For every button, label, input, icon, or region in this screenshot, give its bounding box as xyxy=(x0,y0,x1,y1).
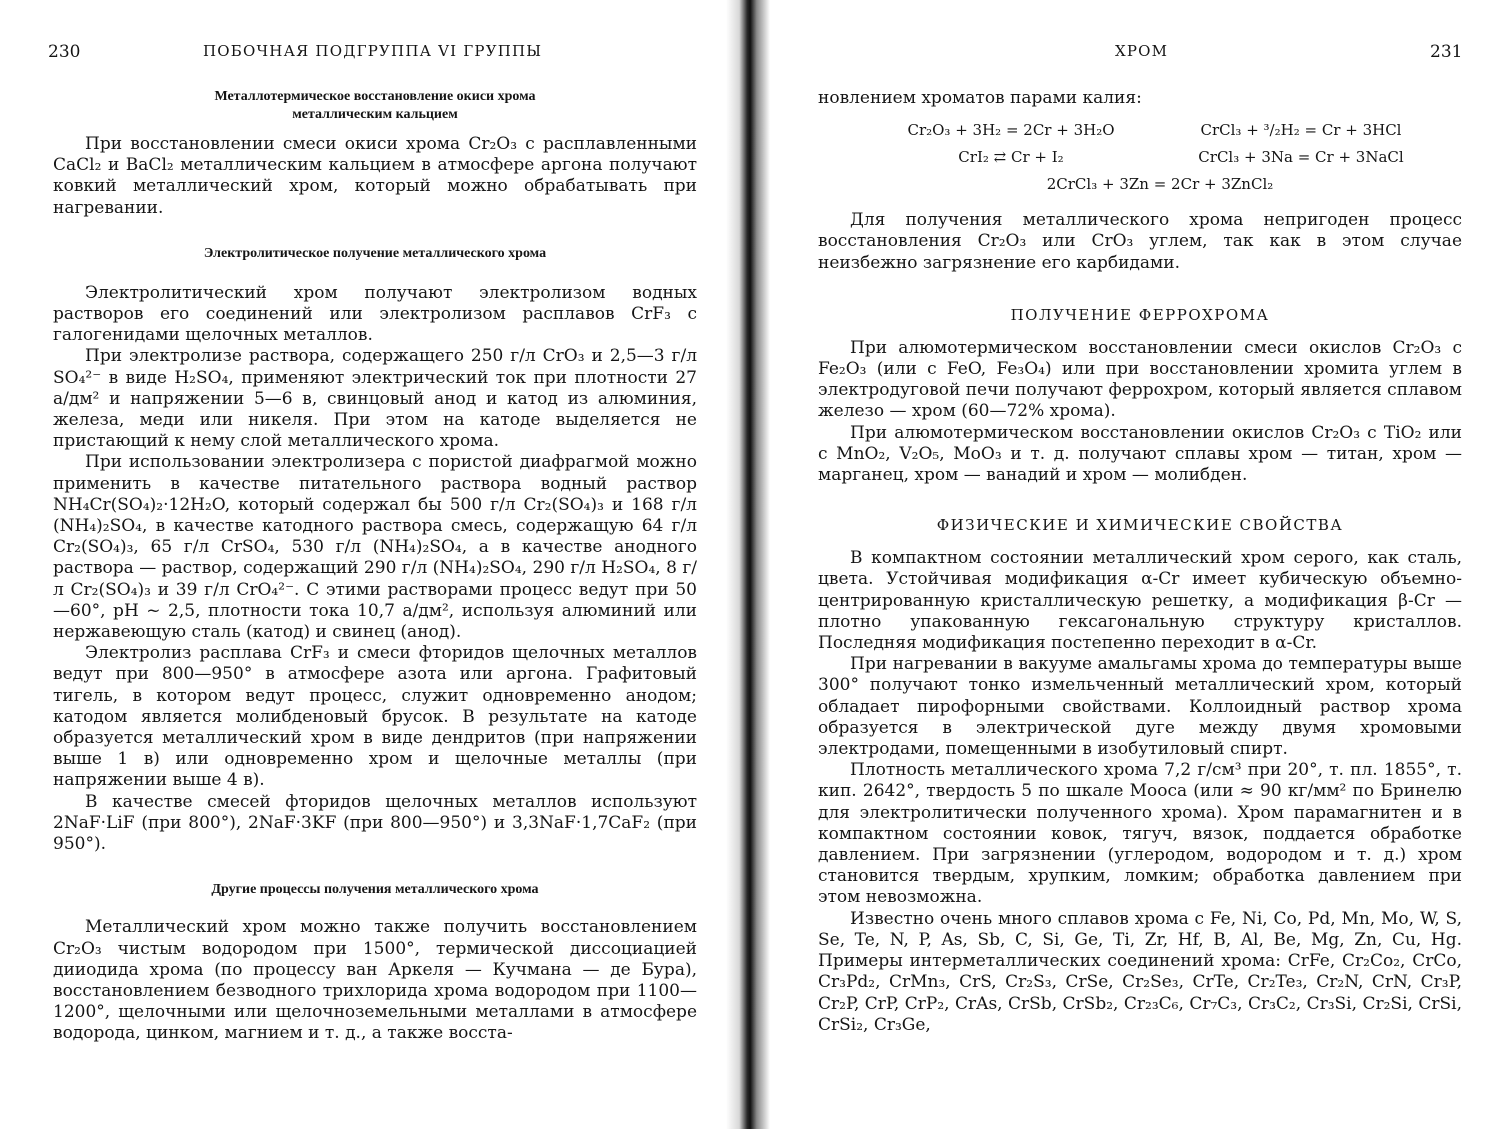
section-heading: Металлотермическое восстановление окиси хрома xyxy=(214,89,536,104)
section-heading: ФИЗИЧЕСКИЕ И ХИМИЧЕСКИЕ СВОЙСТВА xyxy=(936,516,1344,535)
paragraph: При нагревании в вакууме амальгамы хрома до температуры выше 300° получают тонко измельченный металлический хром, который обладает пирофорными свойствами. Коллоидный раствор хрома образуется в электрической дуге между двумя хромовыми электродами, помещенными в изобутиловый спирт. xyxy=(818,654,1462,760)
paragraph: Для получения металлического хрома непригоден процесс восстановления Cr₂O₃ или CrO₃ углем, так как в этом случае неизбежно загрязнение его карбидами. xyxy=(818,210,1462,273)
section-heading-continued: металлическим кальцием xyxy=(292,107,458,122)
equation: CrI₂ ⇄ Cr + I₂ xyxy=(958,148,1064,167)
equation-block xyxy=(866,117,1462,171)
paragraph: Электролиз расплава CrF₃ и смеси фторидов щелочных металлов ведут при 800—950° в атмосфере азота или аргона. Графитовый тигель, в котором ведут процесс, служит одновременно анодом; катодом является молибденовый брусок. В результате на катоде образуется металлический хром в виде дендритов (при напряжении выше 1 в) или одновременно хром и щелочные металлы (при напряжении выше 4 в). xyxy=(53,643,697,791)
left-page xyxy=(0,0,735,1129)
right-text-column xyxy=(818,88,1462,1036)
section-heading: Электролитическое получение металлического хрома xyxy=(203,245,547,261)
paragraph: В качестве смесей фторидов щелочных металлов используют 2NaF·LiF (при 800°), 2NaF·3KF (при 800—950°) и 3,3NaF·1,7CaF₂ (при 950°). xyxy=(53,791,697,855)
equation: CrCl₃ + 3Na = Cr + 3NaCl xyxy=(1198,148,1404,167)
paragraph: В компактном состоянии металлический хром серого, как сталь, цвета. Устойчивая модификация α-Cr имеет кубическую объемно-центрированную кристаллическую решетку, а модификация β-Cr — плотно упакованную гексагональную структуру кристаллов. Последняя модификация постепенно переходит в α-Cr. xyxy=(818,548,1462,654)
running-head: ХРОМ xyxy=(1115,42,1169,60)
equation: 2CrCl₃ + 3Zn = 2Cr + 3ZnCl₂ xyxy=(1046,175,1274,194)
left-text-column xyxy=(53,88,697,1045)
page-number: 230 xyxy=(48,42,81,62)
section-heading: Другие процессы получения металлического хрома xyxy=(211,882,539,898)
paragraph: При алюмотермическом восстановлении смеси окислов Cr₂O₃ с Fe₂O₃ (или с FeO, Fe₃O₄) или при восстановлении хромита углем в электродуговой печи получают феррохром, который является сплавом железо — хром (60—72% хрома). xyxy=(818,337,1462,422)
page-number: 231 xyxy=(1430,42,1463,62)
paragraph: Металлический хром можно также получить восстановлением Cr₂O₃ чистым водородом при 1500°, термической диссоциацией дииодида хрома (по процессу ван Аркеля — Кучмана — де Бура), восстановлением безводного трихлорида хрома водородом при 1100—1200°, щелочными или щелочноземельными металлами в атмосфере водорода, цинком, магнием и т. д., а также восста- xyxy=(53,917,697,1044)
paragraph: Электролитический хром получают электролизом водных растворов его соединений или электролизом расплавов CrF₃ с галогенидами щелочных металлов. xyxy=(53,282,697,346)
paragraph: При электролизе раствора, содержащего 250 г/л CrO₃ и 2,5—3 г/л SO₄²⁻ в виде H₂SO₄, применяют электрический ток при плотности 27 а/дм² и напряжении 5—6 в, свинцовый анод и катод из алюминия, железа, меди или никеля. При этом на катоде выделяется не пристающий к нему слой металлического хрома. xyxy=(53,346,697,452)
paragraph: Известно очень много сплавов хрома с Fe, Ni, Co, Pd, Mn, Mo, W, S, Se, Te, N, P, As, Sb, C, Si, Ge, Ti, Zr, Hf, B, Al, Be, Mg, Zn, Cu, Hg. Примеры интерметаллических соединений хрома: CrFe, Cr₂Co₂, CrCo, Cr₃Pd₂, CrMn₃, CrS, Cr₂S₃, CrSe, Cr₂Se₃, CrTe, Cr₂Te₃, Cr₂N, CrN, Cr₃P, Cr₂P, CrP, CrP₂, CrAs, CrSb, CrSb₂, Cr₂₃C₆, Cr₇C₃, Cr₃C₂, Cr₃Si, Cr₂Si, CrSi, CrSi₂, Cr₃Ge, xyxy=(818,908,1462,1035)
paragraph: При использовании электролизера с пористой диафрагмой можно применить в качестве питательного раствора водный раствор NH₄Cr(SO₄)₂·12H₂O, который содержал бы 500 г/л Cr₂(SO₄)₃ и 168 г/л (NH₄)₂SO₄, в качестве катодного раствора смесь, содержащую 64 г/л Cr₂(SO₄)₃, 65 г/л CrSO₄, 530 г/л (NH₄)₂SO₄, а в качестве анодного раствора — раствор, содержащий 290 г/л (NH₄)₂SO₄, 290 г/л H₂SO₄, 8 г/л Cr₂(SO₄)₃ и 39 г/л CrO₄²⁻. С этими растворами процесс ведут при 50—60°, pH ~ 2,5, плотности тока 10,7 а/дм², используя алюминий или нержавеющую сталь (катод) и свинец (анод). xyxy=(53,452,697,643)
paragraph: новлением хроматов парами калия: xyxy=(818,88,1142,108)
right-page xyxy=(770,0,1506,1129)
paragraph: Плотность металлического хрома 7,2 г/см³ при 20°, т. пл. 1855°, т. кип. 2642°, твердость 5 по шкале Мооса (или ≈ 90 кг/мм² по Бринелю для электролитически полученного хрома). Хром парамагнитен и в компактном состоянии ковок, тягуч, вязок, поддается обработке давлением. При загрязнении (углеродом, водородом и т. д.) хром становится твердым, хрупким, ломким; обработка давлением при этом невозможна. xyxy=(818,760,1462,908)
equation: CrCl₃ + ³/₂H₂ = Cr + 3HCl xyxy=(1200,121,1402,140)
paragraph: При алюмотермическом восстановлении окислов Cr₂O₃ с TiO₂ или с MnO₂, V₂O₅, MoO₃ и т. д. получают сплавы хром — титан, хром — марганец, хром — ванадий и хром — молибден. xyxy=(818,422,1462,486)
section-heading: ПОЛУЧЕНИЕ ФЕРРОХРОМА xyxy=(1010,305,1270,324)
equation: Cr₂O₃ + 3H₂ = 2Cr + 3H₂O xyxy=(907,121,1115,140)
paragraph: При восстановлении смеси окиси хрома Cr₂O₃ с расплавленными CaCl₂ и BaCl₂ металлическим кальцием в атмосфере аргона получают ковкий металлический хром, который можно обрабатывать при нагревании. xyxy=(53,134,697,218)
book-gutter xyxy=(726,0,770,1129)
running-head: ПОБОЧНАЯ ПОДГРУППА VI ГРУППЫ xyxy=(203,42,543,60)
